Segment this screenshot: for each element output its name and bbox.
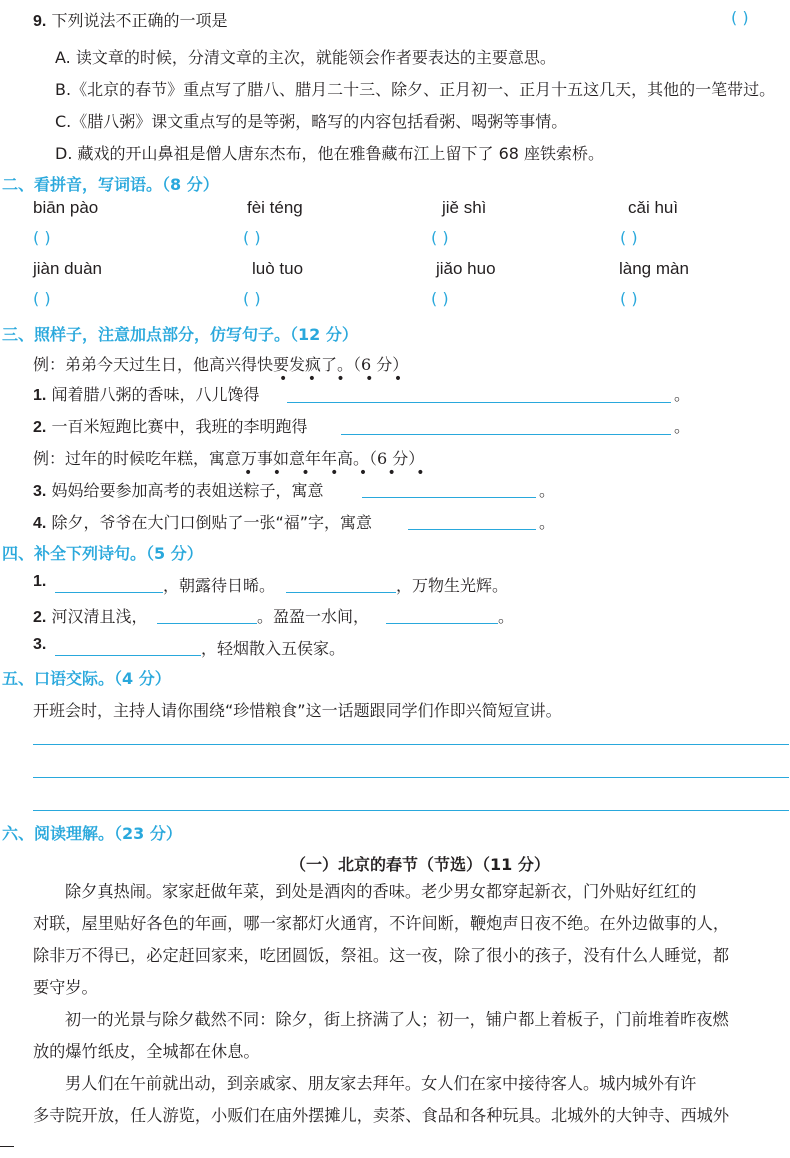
poem-3-a: ，轻烟散入五侯家。 <box>201 639 346 658</box>
answer-line-4-2a[interactable] <box>157 623 257 624</box>
writing-line-3[interactable] <box>33 810 789 811</box>
item-3-3 <box>33 478 323 501</box>
emphasis-dots-1: • • • • • <box>279 371 411 387</box>
poem-1-a: ，朝露待日晞。 <box>163 576 276 595</box>
answer-box-3[interactable]: ( ) <box>431 228 449 247</box>
section-5-title: 五、口语交际。（4 分） <box>2 669 171 688</box>
pinyin-3: jiě shì <box>442 198 487 217</box>
answer-line-3-4[interactable] <box>408 529 536 530</box>
answer-line-4-3[interactable] <box>55 655 201 656</box>
page-edge-mark <box>0 1146 14 1147</box>
item-3-3-end: 。 <box>539 481 556 500</box>
item-3-1 <box>33 382 259 405</box>
item-3-1-text: 闻着腊八粥的香味，八儿馋得 <box>51 385 260 404</box>
item-3-4-text: 除夕，爷爷在大门口倒贴了一张“福”字，寓意 <box>51 513 373 532</box>
item-3-2-text: 一百米短跑比赛中，我班的李明跑得 <box>51 417 308 436</box>
q9-number: 9. <box>33 13 47 30</box>
answer-box-4[interactable]: ( ) <box>620 228 638 247</box>
item-3-3-number: 3. <box>33 483 47 500</box>
passage-title: （一）北京的春节（节选）（11 分） <box>290 855 550 874</box>
poem-1-b: ，万物生光辉。 <box>396 576 509 595</box>
pinyin-1: biān pào <box>33 198 99 217</box>
poem-2-c: 。 <box>498 607 515 626</box>
answer-box-7[interactable]: ( ) <box>431 289 449 308</box>
item-3-1-end: 。 <box>674 385 691 404</box>
item-3-2 <box>33 414 307 437</box>
example-1: 例：弟弟今天过生日，他高兴得快要发疯了。（6 分） <box>33 355 409 374</box>
answer-line-4-2b[interactable] <box>386 623 498 624</box>
item-3-4-end: 。 <box>539 513 556 532</box>
answer-line-3-3[interactable] <box>362 497 536 498</box>
answer-box-1[interactable]: ( ) <box>33 228 51 247</box>
passage-line-5: 初一的光景与除夕截然不同：除夕，街上挤满了人；初一，铺户都上着板子，门前堆着昨夜燃 <box>65 1010 729 1029</box>
poem-2-number: 2. <box>33 609 47 626</box>
item-3-4 <box>33 510 372 533</box>
writing-line-1[interactable] <box>33 744 789 745</box>
poem-2-a: 河汉清且浅， <box>51 607 148 626</box>
item-3-1-number: 1. <box>33 387 47 404</box>
passage-line-2: 对联，屋里贴好各色的年画，哪一家都灯火通宵，不许间断，鞭炮声日夜不绝。在外边做事的人， <box>33 914 730 933</box>
pinyin-6: luò tuo <box>252 259 304 278</box>
emphasis-dots-2: • • • • • • • <box>244 465 433 481</box>
pinyin-7: jiǎo huo <box>436 259 496 278</box>
pinyin-5: jiàn duàn <box>33 259 103 278</box>
section-6-title: 六、阅读理解。（23 分） <box>2 824 182 843</box>
poem-1-number: 1. <box>33 573 47 590</box>
passage-line-6: 放的爆竹纸皮，全城都在休息。 <box>33 1042 260 1061</box>
q9-option-d: D. 藏戏的开山鼻祖是僧人唐东杰布，他在雅鲁藏布江上留下了 68 座铁索桥。 <box>55 144 605 163</box>
answer-box-5[interactable]: ( ) <box>33 289 51 308</box>
item-3-2-end: 。 <box>674 417 691 436</box>
passage-line-8: 多寺院开放，任人游览，小贩们在庙外摆摊儿，卖茶、食品和各种玩具。北城外的大钟寺、西城外 <box>33 1106 730 1125</box>
item-3-4-number: 4. <box>33 515 47 532</box>
item-3-2-number: 2. <box>33 419 47 436</box>
answer-line-4-1a[interactable] <box>55 592 163 593</box>
q9-option-c: C.《腊八粥》课文重点写的是等粥，略写的内容包括看粥、喝粥等事情。 <box>55 112 568 131</box>
answer-box-8[interactable]: ( ) <box>620 289 638 308</box>
answer-line-4-1b[interactable] <box>286 592 396 593</box>
speech-prompt: 开班会时，主持人请你围绕“珍惜粮食”这一话题跟同学们作即兴简短宣讲。 <box>33 701 562 720</box>
pinyin-2: fèi téng <box>247 198 303 217</box>
q9-option-a: A. 读文章的时候，分清文章的主次，就能领会作者要表达的主要意思。 <box>55 48 556 67</box>
passage-line-1: 除夕真热闹。家家赶做年菜，到处是酒肉的香味。老少男女都穿起新衣，门外贴好红红的 <box>65 882 697 901</box>
pinyin-8: làng màn <box>619 259 689 278</box>
section-2-title: 二、看拼音，写词语。（8 分） <box>2 175 219 194</box>
q9-stem-text: 下列说法不正确的一项是 <box>51 11 228 30</box>
passage-line-4: 要守岁。 <box>33 978 98 997</box>
section-4-title: 四、补全下列诗句。（5 分） <box>2 544 203 563</box>
section-3-title: 三、照样子，注意加点部分，仿写句子。（12 分） <box>2 325 358 344</box>
answer-line-3-1[interactable] <box>287 402 671 403</box>
pinyin-4: cǎi huì <box>628 198 679 217</box>
answer-box-2[interactable]: ( ) <box>243 228 261 247</box>
q9-answer-paren[interactable]: ( ) <box>731 8 749 27</box>
poem-2-b: 。盈盈一水间， <box>257 607 370 626</box>
poem-2 <box>33 604 147 627</box>
q9-stem <box>33 8 227 31</box>
writing-line-2[interactable] <box>33 777 789 778</box>
poem-3-number: 3. <box>33 636 47 653</box>
example-2: 例：过年的时候吃年糕，寓意万事如意年年高。（6 分） <box>33 449 425 468</box>
passage-line-3: 除非万不得已，必定赶回家来，吃团圆饭，祭祖。这一夜，除了很小的孩子，没有什么人睡觉，都 <box>33 946 730 965</box>
passage-line-7: 男人们在午前就出动，到亲戚家、朋友家去拜年。女人们在家中接待客人。城内城外有许 <box>65 1074 697 1093</box>
answer-box-6[interactable]: ( ) <box>243 289 261 308</box>
q9-option-b: B.《北京的春节》重点写了腊八、腊月二十三、除夕、正月初一、正月十五这几天，其他的一笔带过。 <box>55 80 776 99</box>
answer-line-3-2[interactable] <box>341 434 671 435</box>
item-3-3-text: 妈妈给要参加高考的表姐送粽子，寓意 <box>51 481 324 500</box>
